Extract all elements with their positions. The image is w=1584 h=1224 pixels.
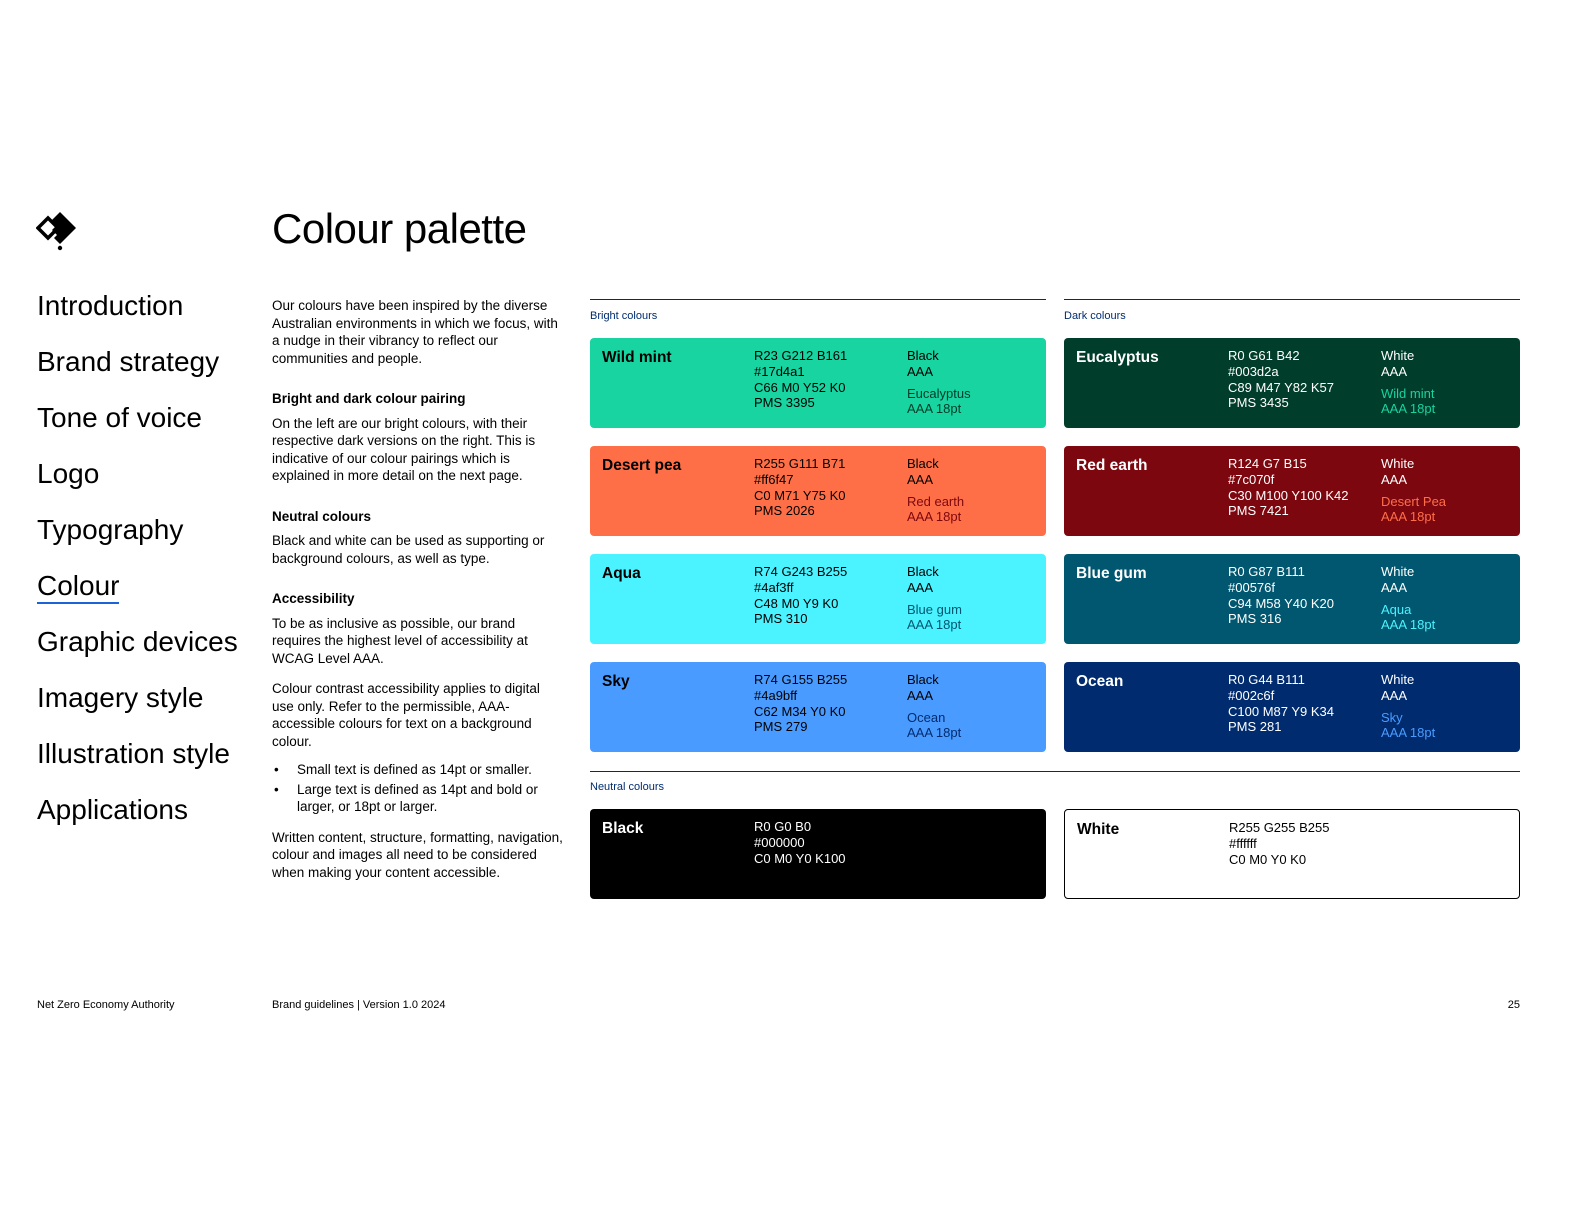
pair-colour-rating: AAA 18pt — [907, 509, 962, 525]
intro-lead: Our colours have been inspired by the diverse Australian environments in which we focus, with a nudge in their vibrancy to reflect our communities and people. — [272, 298, 558, 366]
swatch-white — [1064, 809, 1520, 899]
bright-section-rule — [590, 299, 1046, 300]
swatch-hex: #4af3ff — [754, 579, 794, 595]
contrast-text-colour: Black — [907, 348, 939, 363]
swatch-cmyk: C0 M0 Y0 K0 — [1229, 851, 1307, 867]
swatch-specs — [754, 456, 846, 519]
swatch-specs — [754, 672, 847, 735]
dark-section-rule — [1064, 299, 1520, 300]
pair-colour-name: Blue gum — [907, 601, 962, 617]
swatch-specs — [1228, 564, 1334, 627]
swatch-pms: PMS 310 — [754, 611, 808, 627]
neutral-heading: Neutral colours — [272, 508, 372, 524]
nav-item-label: Tone of voice — [37, 402, 202, 433]
list-item: • Small text is defined as 14pt or smaller. — [272, 761, 564, 779]
nav-item-applications[interactable] — [37, 794, 257, 850]
bright-section-label: Bright colours — [590, 310, 658, 322]
nav-item-typography[interactable] — [37, 514, 257, 570]
section-nav — [37, 290, 257, 850]
nav-item-label: Applications — [37, 794, 188, 825]
swatch-specs — [754, 564, 847, 627]
contrast-rating: AAA — [907, 363, 934, 379]
pairing-heading: Bright and dark colour pairing — [272, 391, 466, 406]
swatch-name: Ocean — [1076, 673, 1124, 690]
swatch-contrast — [1381, 564, 1435, 633]
contrast-text-colour: White — [1381, 672, 1415, 687]
contrast-rating: AAA — [907, 687, 934, 703]
nav-item-label: Colour — [37, 570, 119, 604]
list-item: • Large text is defined as 14pt and bold or larger, or 18pt or larger. — [272, 781, 564, 816]
swatch-name: Wild mint — [602, 349, 672, 366]
swatch-hex: #002c6f — [1228, 687, 1275, 703]
contrast-rating: AAA — [907, 579, 934, 595]
contrast-rating: AAA — [1381, 687, 1408, 703]
swatch-ocean — [1064, 662, 1520, 752]
swatch-hex: #00576f — [1228, 579, 1275, 595]
swatch-pms: PMS 316 — [1228, 611, 1282, 627]
swatch-rgb: R0 G44 B111 — [1228, 672, 1305, 687]
swatch-pms: PMS 2026 — [754, 503, 815, 519]
swatch-pms: PMS 279 — [754, 719, 808, 735]
pair-colour-rating: AAA 18pt — [907, 617, 962, 633]
accessibility-heading: Accessibility — [272, 591, 355, 606]
nav-item-label: Imagery style — [37, 682, 204, 713]
pair-colour-rating: AAA 18pt — [907, 401, 962, 417]
swatch-hex: #ff6f47 — [754, 471, 794, 487]
contrast-rating: AAA — [1381, 363, 1408, 379]
swatch-cmyk: C0 M0 Y0 K100 — [754, 850, 846, 866]
swatch-specs — [754, 348, 847, 411]
swatch-contrast — [1381, 456, 1446, 525]
nzea-diamond-logo-icon — [36, 212, 80, 252]
nav-item-label: Illustration style — [37, 738, 230, 769]
swatch-specs — [1228, 672, 1334, 735]
swatch-pms: PMS 3395 — [754, 395, 815, 411]
swatch-rgb: R255 G255 B255 — [1229, 820, 1330, 835]
swatch-hex: #ffffff — [1229, 835, 1257, 851]
swatch-specs — [754, 819, 846, 866]
pair-colour-rating: AAA 18pt — [1381, 617, 1436, 633]
swatch-contrast — [1381, 348, 1435, 417]
contrast-text: Colour contrast accessibility applies to digital use only. Refer to the permissible, AAA-accessible colours for text on a background colour. — [272, 681, 540, 749]
swatch-name: Sky — [602, 673, 630, 690]
contrast-text-colour: White — [1381, 564, 1415, 579]
swatch-cmyk: C89 M47 Y82 K57 — [1228, 379, 1334, 395]
swatch-rgb: R23 G212 B161 — [754, 348, 848, 363]
contrast-text-colour: White — [1381, 456, 1415, 471]
pair-colour-name: Sky — [1381, 709, 1403, 725]
nav-item-label: Brand strategy — [37, 346, 220, 377]
swatch-hex: #4a9bff — [754, 687, 798, 703]
swatch-cmyk: C30 M100 Y100 K42 — [1228, 487, 1349, 503]
contrast-rating: AAA — [1381, 471, 1408, 487]
pair-colour-name: Red earth — [907, 493, 965, 509]
swatch-hex: #000000 — [754, 834, 805, 850]
swatch-blue-gum — [1064, 554, 1520, 644]
pair-colour-name: Ocean — [907, 709, 946, 725]
pair-colour-rating: AAA 18pt — [1381, 725, 1436, 741]
nav-item-graphic-devices[interactable] — [37, 626, 257, 682]
swatch-rgb: R74 G155 B255 — [754, 672, 848, 687]
contrast-rating: AAA — [1381, 579, 1408, 595]
swatch-specs — [1228, 456, 1348, 519]
footer-organisation: Net Zero Economy Authority — [37, 999, 175, 1011]
swatch-pms: PMS 281 — [1228, 719, 1282, 735]
nav-item-label: Introduction — [37, 290, 184, 321]
nav-item-brand-strategy[interactable] — [37, 346, 257, 402]
contrast-text-colour: Black — [907, 564, 939, 579]
pair-colour-name: Desert Pea — [1381, 493, 1447, 509]
swatch-hex: #7c070f — [1228, 471, 1275, 487]
swatch-hex: #003d2a — [1228, 363, 1279, 379]
pair-colour-name: Eucalyptus — [907, 385, 971, 401]
swatch-cmyk: C66 M0 Y52 K0 — [754, 379, 846, 395]
swatch-red-earth — [1064, 446, 1520, 536]
contrast-text-colour: Black — [907, 456, 939, 471]
swatch-name: Black — [602, 820, 644, 837]
swatch-name: Red earth — [1076, 457, 1148, 474]
swatch-contrast — [907, 456, 964, 525]
swatch-specs — [1229, 820, 1329, 867]
swatch-name: White — [1077, 821, 1120, 838]
swatch-desert-pea — [590, 446, 1046, 536]
nav-item-logo[interactable] — [37, 458, 257, 514]
swatch-name: Aqua — [602, 565, 641, 582]
pair-colour-name: Aqua — [1381, 601, 1412, 617]
page-title: Colour palette — [272, 205, 527, 252]
swatch-pms: PMS 3435 — [1228, 395, 1289, 411]
neutral-text: Black and white can be used as supporting or background colours, as well as type. — [272, 533, 545, 566]
swatch-specs — [1228, 348, 1334, 411]
swatch-aqua — [590, 554, 1046, 644]
swatch-cmyk: C62 M34 Y0 K0 — [754, 703, 846, 719]
swatch-cmyk: C48 M0 Y9 K0 — [754, 595, 839, 611]
swatch-pms: PMS 7421 — [1228, 503, 1289, 519]
contrast-text-colour: White — [1381, 348, 1415, 363]
nav-item-imagery-style[interactable] — [37, 682, 257, 738]
swatch-rgb: R0 G87 B111 — [1228, 564, 1305, 579]
swatch-contrast — [907, 672, 961, 741]
contrast-rating: AAA — [907, 471, 934, 487]
swatch-rgb: R74 G243 B255 — [754, 564, 848, 579]
swatch-wild-mint — [590, 338, 1046, 428]
pairing-text: On the left are our bright colours, with their respective dark versions on the right. This is indicative of our colour pairings which is explained in more detail on the next page. — [272, 415, 536, 483]
swatch-cmyk: C100 M87 Y9 K34 — [1228, 703, 1334, 719]
nav-item-label: Logo — [37, 458, 100, 489]
neutral-section-rule — [590, 771, 1520, 772]
swatch-rgb: R255 G111 B71 — [754, 456, 846, 471]
swatch-name: Blue gum — [1076, 565, 1147, 582]
closing-text: Written content, structure, formatting, navigation, colour and images all need to be considered when making your content accessible. — [272, 829, 563, 880]
text-size-list — [272, 761, 564, 816]
nav-item-introduction[interactable] — [37, 290, 257, 346]
swatch-contrast — [1381, 672, 1435, 741]
nav-item-colour[interactable] — [37, 570, 257, 626]
swatch-contrast — [907, 348, 971, 417]
swatch-eucalyptus — [1064, 338, 1520, 428]
swatch-rgb: R124 G7 B15 — [1228, 456, 1307, 471]
nav-item-label: Typography — [37, 514, 184, 545]
dark-section-label: Dark colours — [1064, 310, 1126, 322]
accessibility-text: To be as inclusive as possible, our brand requires the highest level of accessibility at WCAG Level AAA. — [272, 615, 528, 666]
pair-colour-name: Wild mint — [1381, 385, 1435, 401]
intro-column — [272, 297, 564, 881]
footer-document: Brand guidelines | Version 1.0 2024 — [272, 999, 446, 1011]
swatch-name: Desert pea — [602, 457, 682, 474]
pair-colour-rating: AAA 18pt — [1381, 509, 1436, 525]
swatch-rgb: R0 G0 B0 — [754, 819, 812, 834]
neutral-section-label: Neutral colours — [590, 781, 664, 793]
swatch-name: Eucalyptus — [1076, 349, 1159, 366]
swatch-rgb: R0 G61 B42 — [1228, 348, 1300, 363]
swatch-cmyk: C0 M71 Y75 K0 — [754, 487, 846, 503]
pair-colour-rating: AAA 18pt — [907, 725, 962, 741]
swatch-hex: #17d4a1 — [754, 363, 805, 379]
nav-item-tone-of-voice[interactable] — [37, 402, 257, 458]
pair-colour-rating: AAA 18pt — [1381, 401, 1436, 417]
swatch-sky — [590, 662, 1046, 752]
swatch-contrast — [907, 564, 962, 633]
footer-page-number: 25 — [1507, 999, 1520, 1011]
swatch-cmyk: C94 M58 Y40 K20 — [1228, 595, 1334, 611]
nav-item-illustration-style[interactable] — [37, 738, 257, 794]
contrast-text-colour: Black — [907, 672, 939, 687]
swatch-black — [590, 809, 1046, 899]
nav-item-label: Graphic devices — [37, 626, 238, 657]
